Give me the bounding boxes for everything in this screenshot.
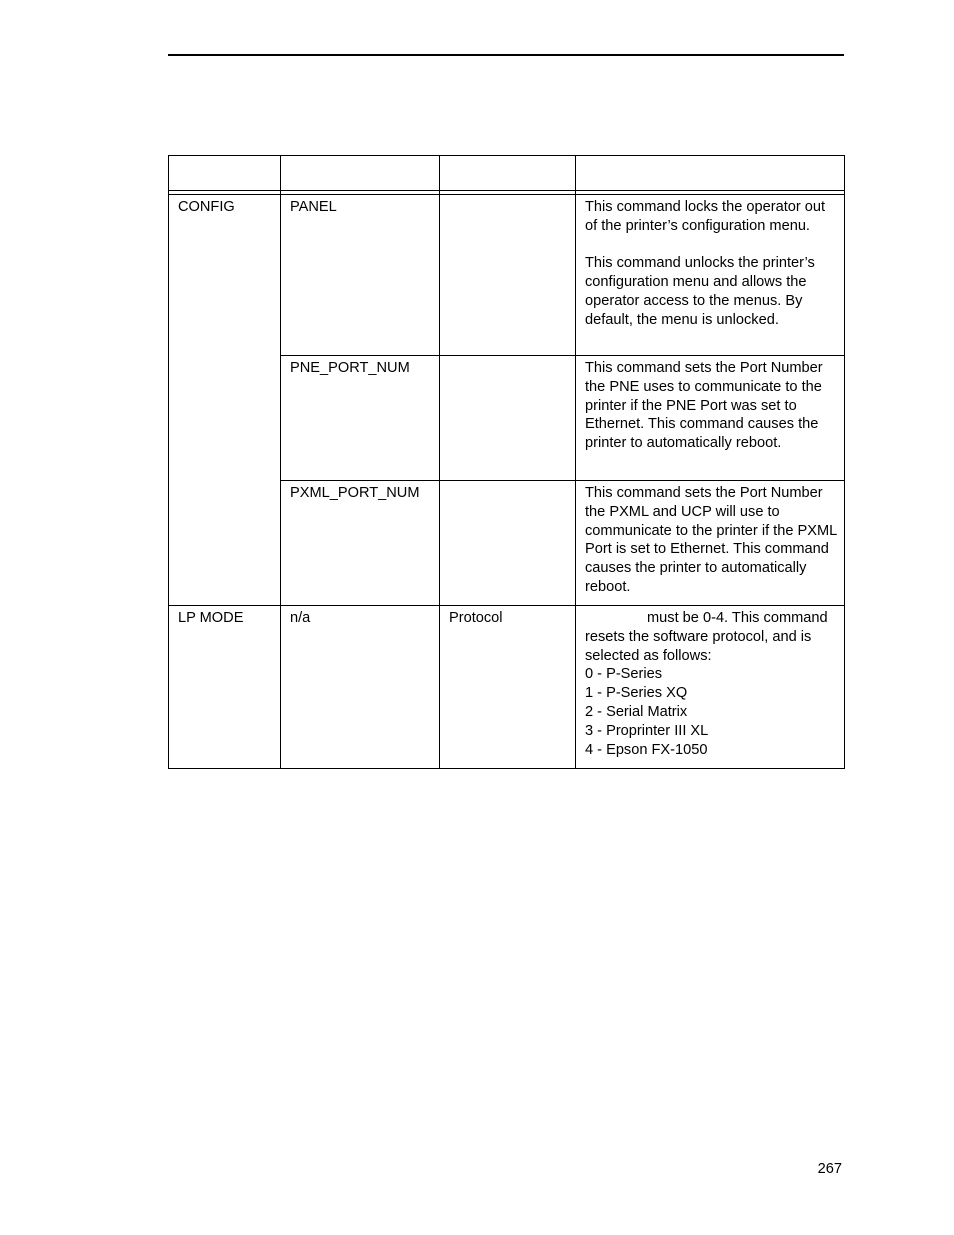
description-cell-pne-port-num: This command sets the Port Number the PNE uses to communicate to the printer if the PNE Port was set to Ethernet. This command causes the printer to automatically reboot. — [576, 356, 845, 481]
description-unlock: This command unlocks the printer’s configuration menu and allows the operator access to the menus. By default, the menu is unlocked. — [585, 255, 815, 328]
header-cell-subcommand — [281, 156, 440, 191]
header-cell-description — [576, 156, 845, 191]
command-table — [168, 155, 845, 769]
table-row — [169, 606, 845, 769]
description-lp-mode-lead: must be 0-4. This command resets the software protocol, and is selected as follows: — [585, 610, 828, 664]
parameter-cell-lp-mode: Protocol — [440, 606, 576, 769]
subcommand-cell-panel: PANEL — [281, 195, 440, 356]
header-cell-parameter — [440, 156, 576, 191]
parameter-cell-pne-port-num — [440, 356, 576, 481]
list-item: 0 - P-Series — [585, 666, 663, 683]
command-cell-lp-mode: LP MODE — [169, 606, 281, 769]
subcommand-cell-pxml-port-num: PXML_PORT_NUM — [281, 481, 440, 606]
protocol-options-list — [585, 665, 838, 759]
header-cell-command — [169, 156, 281, 191]
description-cell-pxml-port-num: This command sets the Port Number the PXML and UCP will use to communicate to the printer if the PXML Port is set to Ethernet. This command causes the printer to automatically reboot. — [576, 481, 845, 606]
table-row — [169, 195, 845, 356]
subcommand-cell-pne-port-num: PNE_PORT_NUM — [281, 356, 440, 481]
description-cell-panel — [576, 195, 845, 356]
command-cell-config: CONFIG — [169, 195, 281, 606]
list-item: 1 - P-Series XQ — [585, 685, 688, 702]
header-rule — [168, 54, 844, 56]
subcommand-cell-lp-mode: n/a — [281, 606, 440, 769]
description-lock: This command locks the operator out of the printer’s configuration menu. — [585, 199, 826, 234]
page-number: 267 — [817, 1161, 842, 1177]
list-item: 2 - Serial Matrix — [585, 703, 688, 720]
parameter-cell-pxml-port-num — [440, 481, 576, 606]
description-cell-lp-mode — [576, 606, 845, 769]
parameter-cell-panel — [440, 195, 576, 356]
list-item: 4 - Epson FX-1050 — [585, 741, 708, 758]
table-header-row — [169, 156, 845, 191]
list-item: 3 - Proprinter III XL — [585, 722, 709, 739]
